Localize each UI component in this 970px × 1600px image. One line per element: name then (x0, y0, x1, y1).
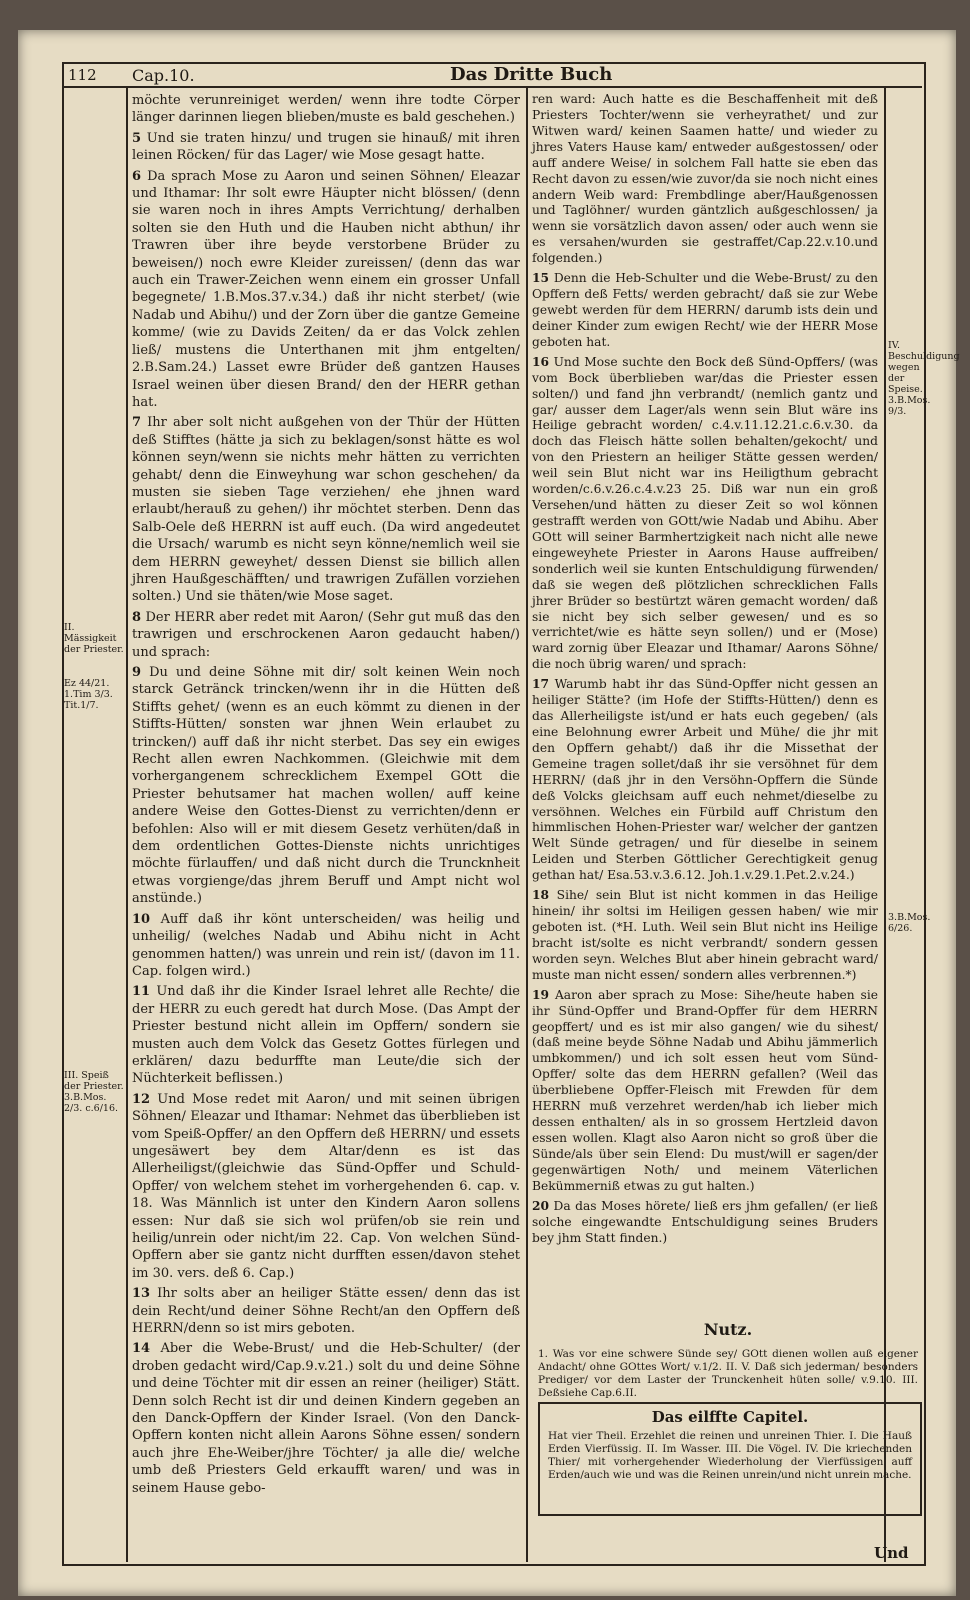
verse-text: Ihr solts aber an heiliger Stätte essen/ denn das ist dein Recht/und deiner Söhne Recht/an den Opffern deß HERRN/denn so ist mirs geboten. (132, 1286, 520, 1337)
verse-paragraph (132, 414, 520, 605)
verse-paragraph (132, 92, 520, 127)
verse-number: 12 (132, 1091, 151, 1107)
verse-number: 13 (132, 1286, 151, 1302)
margin-note: II. Mässigkeit der Priester. (64, 622, 124, 655)
verse-text: Der HERR aber redet mit Aaron/ (Sehr gut muß das den trawrigen und erschrockenen Aaron gedaucht haben/) und sprach: (132, 609, 520, 660)
verse-number: 8 (132, 609, 142, 625)
next-chapter-summary: Hat vier Theil. Erzehlet die reinen und unreinen Thier. I. Die Hauß Erden Vierfüssig. II. Im Wasser. III. Die Vögel. IV. Die kriechenden Thier/ mit vorhergehender Wiederholung der Vierfüssigen auff Erden/auch wie und was die Reinen unrein/und nicht unrein mache. (548, 1430, 912, 1481)
book-page (18, 30, 960, 1596)
verse-text: Und Mose redet mit Aaron/ und mit seinen übrigen Söhnen/ Eleazar und Ithamar: Nehmet das überblieben ist vom Speiß-Opffer/ an den Opffern deß HERRN/ und essets ungesäwert bey dem Altar/denn es ist das Allerheiligst/(gleichwie das Sünd-Opffer und Schuld-Opffer/ von welchem stehet im vorhergehenden 6. cap. v. 18. Was Männlich ist unter den Kindern Aaron sollens essen: Nur daß sie sich wol prüfen/ob sie rein und heilig/unrein oder nicht/im 22. Cap. Von welchen Sünd-Opffern aber sie gantz nicht durfften essen/davon stehet im 30. vers. deß 6. Cap.) (132, 1091, 520, 1281)
verse-text: möchte verunreiniget werden/ wenn ihre todte Cörper länger darinnen liegen blieben/muste es bald geschehen.) (132, 93, 520, 126)
verse-number: 20 (532, 1197, 550, 1213)
verse-paragraph (132, 130, 520, 165)
nutz-heading: Nutz. (703, 1320, 753, 1339)
verse-number: 16 (532, 353, 550, 369)
verse-number: 5 (132, 130, 142, 146)
margin-note: IV. Beschuldigung wegen der Speise. 3.B.Mos. 9/3. (888, 340, 960, 417)
chapter-summary-box (538, 1402, 922, 1516)
verse-paragraph (532, 354, 878, 673)
verse-text: Und Mose suchte den Bock deß Sünd-Opffers/ (was vom Bock überblieben war/das die Priester essen solten/) und fand jhn verbrandt/ (nemlich gantz und gar/ ausser dem Lager/als wenn sein Blut wäre ins Heilige gebracht worden/ c.4.v.11.12.21.c.6.v.30. da doch das Fleisch hätte sollen behalten/gekocht/ und von den Priestern an heiliger Stätte gessen werden/ weil sein Blut nicht war ins Heiligthum gebracht worden/c.6.v.26.c.4.v.23 25. Diß war nun ein groß Versehen/und hätten zu dieser Zeit so wol können gestrafft werden von GOtt/wie Nadab und Abihu. Aber GOtt will seiner Barmhertzigkeit nach nicht alle newe eingeweyhete Priester in Aarons Hause auffreiben/ sonderlich weil sie kunten Entschuldigung fürwenden/ daß sie wegen deß plötzlichen schrecklichen Falls jhrer Brüder so bestürtzt wären gemacht worden/ daß sie nicht bey sich selber gewesen/ und es so verrichtet/wie es hätte seyn sollen/) und er (Mose) ward zornig über Eleazar und Ithamar/ Aarons Söhne/ die noch übrig waren/ und sprach: (532, 354, 878, 672)
verse-text: Denn die Heb-Schulter und die Webe-Brust/ zu den Opffern deß Fetts/ werden gebracht/ daß sie zur Webe gewebt werden für dem HERRN/ darumb ists dein und deiner Kinder zum ewigen Recht/ wie der HERR Mose geboten hat. (532, 271, 878, 349)
next-chapter-title: Das eilffte Capitel. (651, 1408, 809, 1426)
verse-number: 9 (132, 665, 142, 680)
verse-number: 19 (532, 986, 550, 1002)
verse-paragraph (532, 1198, 878, 1247)
book-title: Das Dritte Buch (450, 64, 613, 85)
verse-number: 17 (532, 676, 550, 692)
verse-paragraph (132, 983, 520, 1087)
verse-paragraph (132, 911, 520, 981)
catchword: Und (874, 1544, 909, 1562)
chapter-label: Cap.10. (132, 66, 195, 85)
verse-paragraph (132, 1091, 520, 1282)
verse-paragraph (532, 676, 878, 884)
verse-text: ren ward: Auch hatte es die Beschaffenheit mit deß Priesters Tochter/wenn sie verheyrathet/ und zur Witwen ward/ keinen Saamen hatte/ und wieder zu jhres Vaters Hause kam/ entweder außgestossen/ oder auff andere Weise/ in solchem Fall hatte sie eben das Recht davon zu essen/wie zuvor/da sie noch nicht eines andern Weib ward: Frembdlinge aber/Haußgenossen und Taglöhner/ wurden gäntzlich außgeschlossen/ ja wenn sie vorsätzlich davon assen/ oder auch wenn sie es versahen/wurden sie gestraffet/Cap.22.v.10.und folgenden.) (532, 92, 878, 266)
verse-paragraph (532, 887, 878, 984)
margin-note: Ez 44/21. 1.Tim 3/3. Tit.1/7. (64, 678, 113, 711)
verse-paragraph (132, 168, 520, 412)
verse-paragraph (132, 609, 520, 661)
verse-number: 6 (132, 168, 142, 184)
verse-paragraph (532, 92, 878, 267)
column-divider (526, 88, 528, 1562)
verse-paragraph (132, 664, 520, 908)
verse-number: 18 (532, 887, 550, 903)
verse-text: Aber die Webe-Brust/ und die Heb-Schulter/ (der droben gedacht wird/Cap.9.v.21.) solt du und deine Söhne und deine Töchter mit dir essen an reiner (heiliger) Stätt. Denn solch Recht ist dir und deinen Kindern gegeben an den Danck-Opffern der Kinder Israel. (Von den Danck-Opffern konten nicht allein Aarons Söhne essen/ sondern auch jhre Ehe-Weiber/jhre Töchter/ ja alle die/ welche umb deß Priesters Geld erkaufft waren/ und was in seinem Hause gebo- (132, 1341, 520, 1496)
verse-text: Warumb habt ihr das Sünd-Opffer nicht gessen an heiliger Stätte? (im Hofe der Stiffts-Hütten/) denn es das Allerheiligste ist/und er hats euch gegeben/ (als eine Belohnung ewrer Arbeit und Mühe/ die jhr mit den Opffern gehabt/) daß ihr die Missethat der Gemeine tragen sollet/daß ihr sie versöhnet für dem HERRN/ (daß jhr in den Versöhn-Opffern die Sünde deß Volcks gleichsam auff euch nehmet/dieselbe zu versöhnen. Welches ein Fürbild auff Christum den himmlischen Hohen-Priester war/ welcher der gantzen Welt Sünde getragen/ und für dieselbe in seinem Leiden und Sterben Göttlicher Gerechtigkeit genug gethan hat/ Esa.53.v.3.6.12. Joh.1.v.29.1.Pet.2.v.24.) (532, 677, 878, 883)
verse-text: Und daß ihr die Kinder Israel lehret alle Rechte/ die der HERR zu euch geredt hat durch Mose. (Das Ampt der Priester bestund nicht allein im Opffern/ sondern sie musten auch dem Volck das Gesetz Gottes fürlegen und erklären/ dazu bedurffte man Leute/die sich der Nüchterkeit beflissen.) (132, 984, 520, 1087)
running-header (62, 66, 922, 88)
verse-number: 7 (132, 415, 142, 431)
verse-paragraph (532, 270, 878, 351)
verse-paragraph (132, 1285, 520, 1337)
verse-text: Ihr aber solt nicht außgehen von der Thür der Hütten deß Stifftes (hätte ja sich zu beklagen/sonst hätte es wol können seyn/wenn sie nichts mehr hätten zu verrichten gehabt/ denn die Einweyhung war schon geschehen/ da musten sie sieben Tage verziehen/ ehe jhnen ward erlaubt/herauß zu gehen/) ihr möchtet sterben. Denn das Salb-Oele deß HERRN ist auff euch. (Da wird angedeutet die Ursach/ warumb es nicht seyn könne/nemlich weil sie dem HERRN geweyhet/ dessen Dienst sie billich allen jhren Haußgeschäfften/ und trawrigen Zufällen vorziehen solten.) Und sie thäten/wie Mose saget. (132, 415, 520, 605)
verse-number: 11 (132, 984, 151, 1000)
left-margin-rule (126, 88, 128, 1562)
margin-note: III. Speiß der Priester. 3.B.Mos. 2/3. c.6/16. (64, 1070, 124, 1114)
verse-text: Sihe/ sein Blut ist nicht kommen in das Heilige hinein/ ihr soltsi im Heiligen gessen haben/ wie mir geboten ist. (*H. Luth. Weil sein Blut nicht ins Heilige bracht ist/solte es nicht verbrandt/ sondern gessen worden seyn. Welches Blut aber hinein gebracht ward/ muste man nicht essen/ sondern alles verbrennen.*) (532, 888, 878, 982)
margin-note: 3.B.Mos. 6/26. (888, 912, 931, 934)
verse-number: 14 (132, 1341, 151, 1357)
verse-text: Aaron aber sprach zu Mose: Sihe/heute haben sie ihr Sünd-Opffer und Brand-Opffer für dem HERRN geopffert/ und es ist mir also gangen/ wie du sihest/ (daß meine beyde Söhne Nadab und Abihu jämmerlich umbkommen/) und ich solt essen heut vom Sünd-Opffer/ solte das dem HERRN gefallen? (Weil das überbliebene Opffer-Fleisch mit Frewden für dem HERRN muß verzehret werden/hab ich lieber mich dessen enthalten/ als in so grossem Hertzleid davon essen wollen. Klagt also Aaron nicht so groß über die Sünde/als über sein Elend: Du must/will er sagen/der gegenwärtigen Noth/ und meinem Väterlichen Bekümmerniß etwas zu gut halten.) (532, 987, 878, 1193)
verse-text: Auff daß ihr könt unterscheiden/ was heilig und unheilig/ (welches Nadab und Abihu nicht in Acht genommen hatten/) was unrein und rein ist/ (davon im 11. Cap. folgen wird.) (132, 911, 520, 979)
verse-text: Da das Moses hörete/ ließ ers jhm gefallen/ (er ließ solche eingewandte Entschuldigung seines Bruders bey jhm Statt finden.) (532, 1198, 878, 1245)
right-text-column (532, 92, 878, 1249)
verse-number: 10 (132, 911, 151, 927)
left-text-column (132, 92, 520, 1500)
page-number: 112 (68, 66, 97, 84)
verse-paragraph (132, 1340, 520, 1497)
verse-text: Du und deine Söhne mit dir/ solt keinen Wein noch starck Getränck trincken/wenn ihr in die Hütten deß Stiffts gehet/ (wenn es an euch kömmt zu dienen in der Stiffts-Hütten/ sonsten war jhnen Wein erlaubet zu trincken/) auff daß ihr nicht sterbet. Das sey ein ewiges Recht allen ewren Nachkommen. (Gleichwie mit dem vorhergangenem schrecklichem Exempel GOtt die Priester behutsamer hat machen wollen/ auff keine andere Weise den Gottes-Dienst zu verrichten/denn er befohlen: Also will er mit diesem Gesetz verhüten/daß in dem ordentlichen Gottes-Dienste nichts unrichtiges möchte fürlauffen/ und daß nicht durch die Truncknheit etwas vorgienge/das jhrem Beruff und Ampt nicht wol anstünde.) (132, 665, 520, 907)
verse-text: Und sie traten hinzu/ und trugen sie hinauß/ mit ihren leinen Röcken/ für das Lager/ wie Mose gesagt hatte. (132, 130, 520, 164)
verse-paragraph (532, 987, 878, 1195)
nutz-text: 1. Was vor eine schwere Sünde sey/ GOtt dienen wollen auß eigener Andacht/ ohne GOttes Wort/ v.1/2. II. V. Daß sich jederman/ besonders Prediger/ vor dem Laster der Trunckenheit hüten solle/ v.9.10. III. Deßsiehe Cap.6.II. (538, 1348, 918, 1399)
verse-number: 15 (532, 270, 550, 286)
right-margin-rule (884, 88, 886, 1562)
verse-text: Da sprach Mose zu Aaron und seinen Söhnen/ Eleazar und Ithamar: Ihr solt ewre Häupter nicht blössen/ (denn sie waren noch in ihres Ampts Verrichtung/ derhalben solten sie den Huth und die Hauben nicht abthun/ ihr Trawren über ihre beyde verstorbene Brüder zu beweisen/) noch ewre Kleider zureissen/ (denn das war auch ein Trawer-Zeichen wenn einem ein grosser Unfall begegnete/ 1.B.Mos.37.v.34.) daß ihr nicht sterbet/ (wie Nadab und Abihu/) und der Zorn über die gantze Gemeine komme/ (wie zu Davids Zeiten/ da er das Volck zehlen ließ/ mustens die Unterthanen mit jhm entgelten/ 2.B.Sam.24.) Lasset ewre Brüder deß gantzen Hauses Israel weinen über diesen Brand/ den der HERR gethan hat. (132, 168, 520, 410)
